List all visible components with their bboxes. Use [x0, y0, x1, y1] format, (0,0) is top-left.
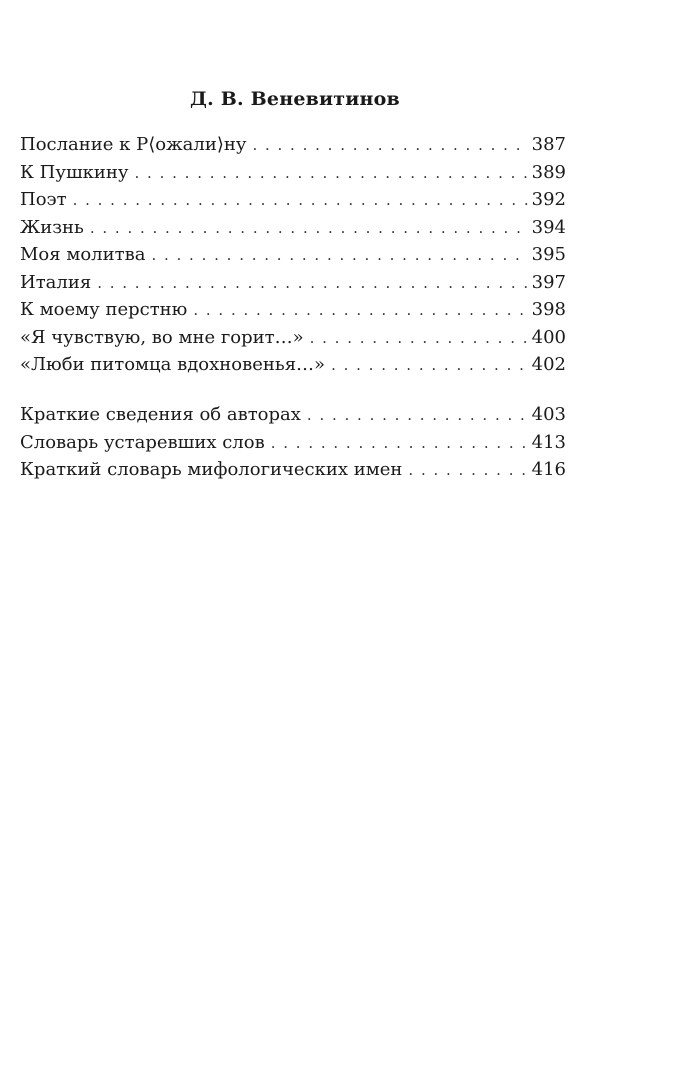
dot-leader	[193, 297, 527, 325]
toc-entry-title: «Я чувствую, во мне горит…»	[20, 326, 304, 348]
dot-leader	[310, 325, 528, 353]
toc-entry[interactable]	[20, 351, 566, 379]
toc-entry-page: 387	[531, 134, 566, 155]
toc-entry-title: Краткий словарь мифологических имен	[20, 459, 403, 480]
toc-entry[interactable]	[20, 296, 566, 324]
toc-author-entries	[20, 131, 566, 379]
toc-entry-title: К моему перстню	[20, 299, 188, 320]
toc-entry[interactable]	[20, 241, 566, 269]
dot-leader	[252, 132, 527, 160]
toc-entry-page: 397	[531, 271, 566, 293]
toc-entry-page: 403	[531, 404, 566, 425]
dot-leader	[307, 402, 528, 430]
dot-leader	[271, 430, 528, 458]
dot-leader	[135, 160, 528, 188]
dot-leader	[90, 215, 528, 243]
author-heading: Д. В. Веневитинов	[190, 88, 400, 110]
toc-entry[interactable]	[20, 429, 566, 457]
toc-entry-page: 394	[531, 216, 566, 238]
toc-entry[interactable]	[20, 269, 566, 297]
toc-entry[interactable]	[20, 186, 566, 214]
toc-back-matter	[20, 401, 566, 484]
toc-entry-title: Словарь устаревших слов	[20, 431, 265, 453]
toc-entry-title: Италия	[20, 271, 92, 293]
toc-entry-title: Послание к Р⟨ожали⟩ну	[20, 134, 247, 155]
toc-entry[interactable]	[20, 324, 566, 352]
toc-entry-title: Поэт	[20, 189, 67, 210]
dot-leader	[151, 242, 527, 270]
dot-leader	[97, 270, 527, 298]
toc-entry-page: 395	[531, 244, 566, 265]
toc-entry-title: Моя молитва	[20, 244, 146, 265]
toc-entry-page: 413	[531, 431, 566, 453]
toc-entry-page: 402	[531, 354, 566, 375]
toc-entry-page: 400	[531, 326, 566, 348]
dot-leader	[408, 457, 527, 485]
toc-entry[interactable]	[20, 159, 566, 187]
toc-entry[interactable]	[20, 131, 566, 159]
toc-entry[interactable]	[20, 214, 566, 242]
toc-entry-title: «Люби питомца вдохновенья…»	[20, 354, 326, 375]
dot-leader	[331, 352, 528, 380]
dot-leader	[73, 187, 528, 215]
toc-entry-page: 416	[531, 459, 566, 480]
toc-entry-title: К Пушкину	[20, 161, 129, 183]
toc-entry-title: Жизнь	[20, 216, 84, 238]
toc-entry-page: 398	[531, 299, 566, 320]
toc-entry-page: 392	[531, 189, 566, 210]
toc-entry[interactable]	[20, 401, 566, 429]
toc-entry-title: Краткие сведения об авторах	[20, 404, 301, 425]
toc-entry[interactable]	[20, 456, 566, 484]
toc-entry-page: 389	[531, 161, 566, 183]
